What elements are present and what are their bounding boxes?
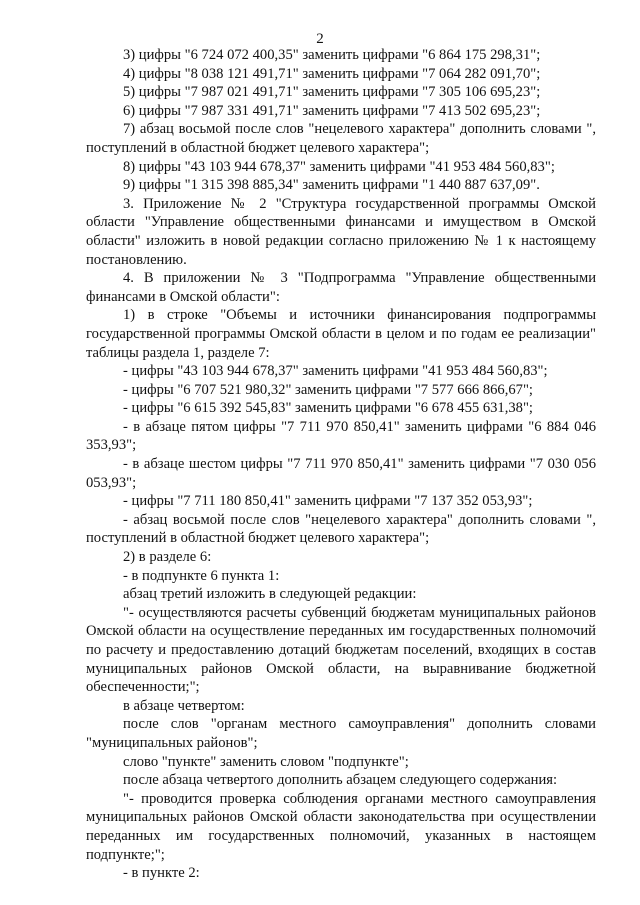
- paragraph: - в пункте 2:: [123, 865, 200, 882]
- paragraph: 4. В приложении № 3 "Подпрограмма "Управление общественными финансами в Омской области":: [86, 270, 596, 305]
- paragraph: 5) цифры "7 987 021 491,71" заменить цифрами "7 305 106 695,23";: [123, 84, 541, 101]
- paragraph: 6) цифры "7 987 331 491,71" заменить цифрами "7 413 502 695,23";: [123, 102, 541, 119]
- paragraph: "- осуществляются расчеты субвенций бюджетам муниципальных районов Омской области на осуществление переданных им государственных полномочий по расчету и предоставлению дотаций бюджетам поселений, входящих в состав муниципальных районов Омской области, на выравнивание бюджетной обеспеченности;";: [86, 604, 596, 696]
- paragraph: - абзац восьмой после слов "нецелевого характера" дополнить словами ", поступлений в областной бюджет целевого характера";: [86, 511, 596, 547]
- paragraph: в абзаце четвертом:: [123, 697, 245, 714]
- paragraph: 3. Приложение № 2 "Структура государственной программы Омской области "Управление общественными финансами и имуществом в Омской области" изложить в новой редакции согласно приложению № 1 к настоящему постановлению.: [86, 195, 596, 268]
- paragraph: абзац третий изложить в следующей редакции:: [123, 586, 417, 603]
- paragraph: 2) в разделе 6:: [123, 549, 212, 566]
- paragraph: слово "пункте" заменить словом "подпункте";: [123, 753, 409, 770]
- document-body: [86, 46, 596, 883]
- paragraph: 9) цифры "1 315 398 885,34" заменить цифрами "1 440 887 637,09".: [123, 177, 540, 194]
- paragraph: - в подпункте 6 пункта 1:: [123, 567, 280, 584]
- paragraph: после абзаца четвертого дополнить абзацем следующего содержания:: [123, 772, 558, 789]
- paragraph: - цифры "7 711 180 850,41" заменить цифрами "7 137 352 053,93";: [123, 493, 533, 510]
- paragraph: 4) цифры "8 038 121 491,71" заменить цифрами "7 064 282 091,70";: [123, 65, 541, 82]
- paragraph: - в абзаце пятом цифры "7 711 970 850,41" заменить цифрами "6 884 046 353,93";: [86, 418, 596, 454]
- paragraph: 8) цифры "43 103 944 678,37" заменить цифрами "41 953 484 560,83";: [123, 158, 555, 175]
- page-number: 2: [316, 31, 324, 47]
- paragraph: 1) в строке "Объемы и источники финансирования подпрограммы государственной программы Омской области в целом и по годам ее реализации" таблицы раздела 1, разделе 7:: [86, 307, 596, 361]
- paragraph: - цифры "6 615 392 545,83" заменить цифрами "6 678 455 631,38";: [123, 400, 533, 417]
- paragraph: - в абзаце шестом цифры "7 711 970 850,41" заменить цифрами "7 030 056 053,93";: [86, 456, 596, 491]
- paragraph: - цифры "43 103 944 678,37" заменить цифрами "41 953 484 560,83";: [123, 363, 548, 380]
- paragraph: после слов "органам местного самоуправления" дополнить словами "муниципальных районов";: [86, 716, 596, 751]
- paragraph: "- проводится проверка соблюдения органами местного самоуправления муниципальных районов Омской области законодательства при осуществлении переданных им государственных полномочий, указанных в настоящем подпункте;";: [86, 790, 596, 863]
- paragraph: 7) абзац восьмой после слов "нецелевого характера" дополнить словами ", поступлений в областной бюджет целевого характера";: [86, 121, 596, 156]
- paragraph: 3) цифры "6 724 072 400,35" заменить цифрами "6 864 175 298,31";: [123, 47, 541, 63]
- paragraph: - цифры "6 707 521 980,32" заменить цифрами "7 577 666 866,67";: [123, 381, 533, 398]
